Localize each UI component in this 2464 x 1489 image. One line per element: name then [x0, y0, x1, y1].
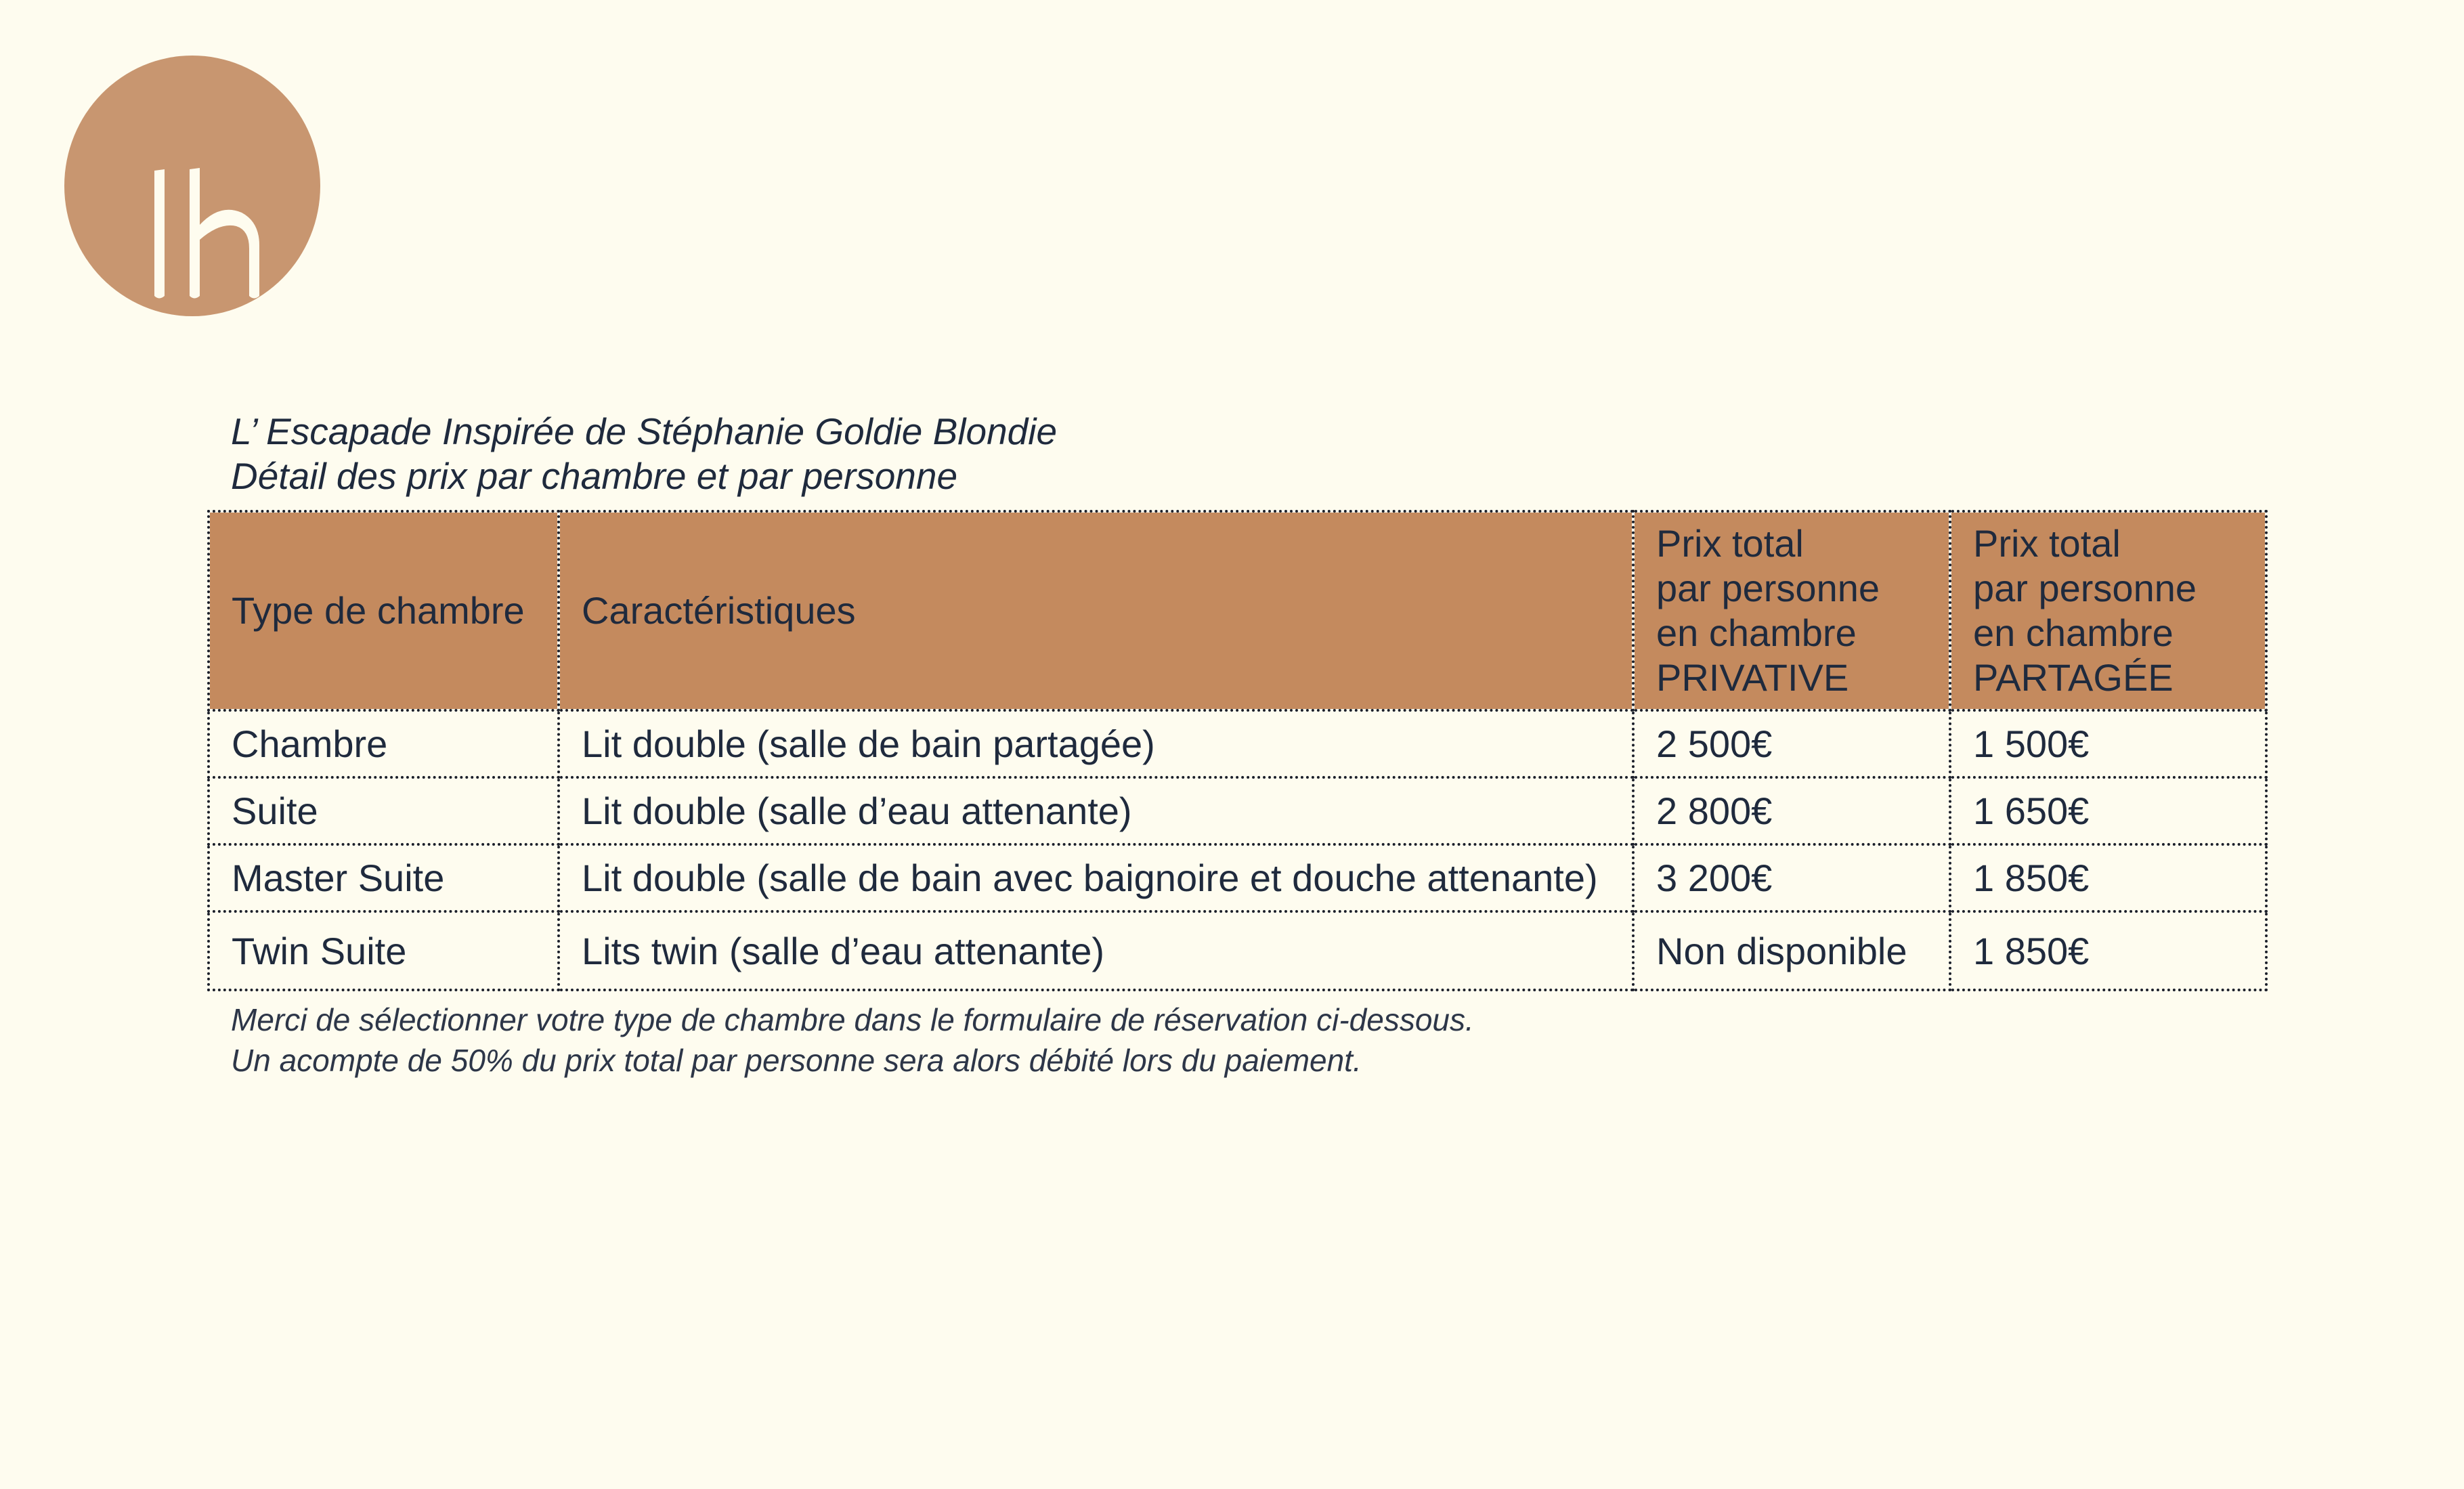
header-price-shared [1950, 511, 2266, 710]
room-type-cell: Suite [209, 777, 559, 844]
price-shared-cell: 1 850€ [1950, 844, 2266, 911]
header-private-line: en chambre [1656, 611, 1857, 654]
table-row [209, 710, 2266, 777]
features-cell: Lits twin (salle d’eau attenante) [559, 911, 1633, 990]
title-line-1: L’ Escapade Inspirée de Stéphanie Goldie Blondie [231, 410, 1058, 452]
price-shared-cell: 1 650€ [1950, 777, 2266, 844]
header-features: Caractéristiques [559, 511, 1633, 710]
price-private-cell: Non disponible [1633, 911, 1950, 990]
header-shared-line: Prix total [1973, 522, 2121, 565]
header-private-line: par personne [1656, 567, 1880, 609]
note-line-1: Merci de sélectionner votre type de chambre dans le formulaire de réservation ci-dessous. [231, 1002, 1474, 1037]
logo-monogram-icon [64, 56, 320, 316]
header-shared-line: par personne [1973, 567, 2197, 609]
note-line-2: Un acompte de 50% du prix total par personne sera alors débité lors du paiement. [231, 1043, 1362, 1078]
features-cell: Lit double (salle de bain partagée) [559, 710, 1633, 777]
pricing-table [207, 510, 2268, 991]
price-private-cell: 3 200€ [1633, 844, 1950, 911]
header-room-type: Type de chambre [209, 511, 559, 710]
header-private-line: PRIVATIVE [1656, 656, 1849, 699]
table-row [209, 911, 2266, 990]
header-price-private [1633, 511, 1950, 710]
price-shared-cell: 1 850€ [1950, 911, 2266, 990]
title-line-2: Détail des prix par chambre et par personne [231, 455, 958, 497]
price-private-cell: 2 500€ [1633, 710, 1950, 777]
room-type-cell: Master Suite [209, 844, 559, 911]
features-cell: Lit double (salle d’eau attenante) [559, 777, 1633, 844]
price-private-cell: 2 800€ [1633, 777, 1950, 844]
footnotes [231, 999, 2127, 1081]
table-header-row [209, 511, 2266, 710]
table-row [209, 844, 2266, 911]
features-cell: Lit double (salle de bain avec baignoire et douche attenante) [559, 844, 1633, 911]
table-row [209, 777, 2266, 844]
room-type-cell: Twin Suite [209, 911, 559, 990]
header-shared-line: PARTAGÉE [1973, 656, 2174, 699]
brand-logo [64, 56, 320, 316]
price-shared-cell: 1 500€ [1950, 710, 2266, 777]
page-title [231, 409, 1991, 498]
header-shared-line: en chambre [1973, 611, 2174, 654]
header-private-line: Prix total [1656, 522, 1804, 565]
room-type-cell: Chambre [209, 710, 559, 777]
